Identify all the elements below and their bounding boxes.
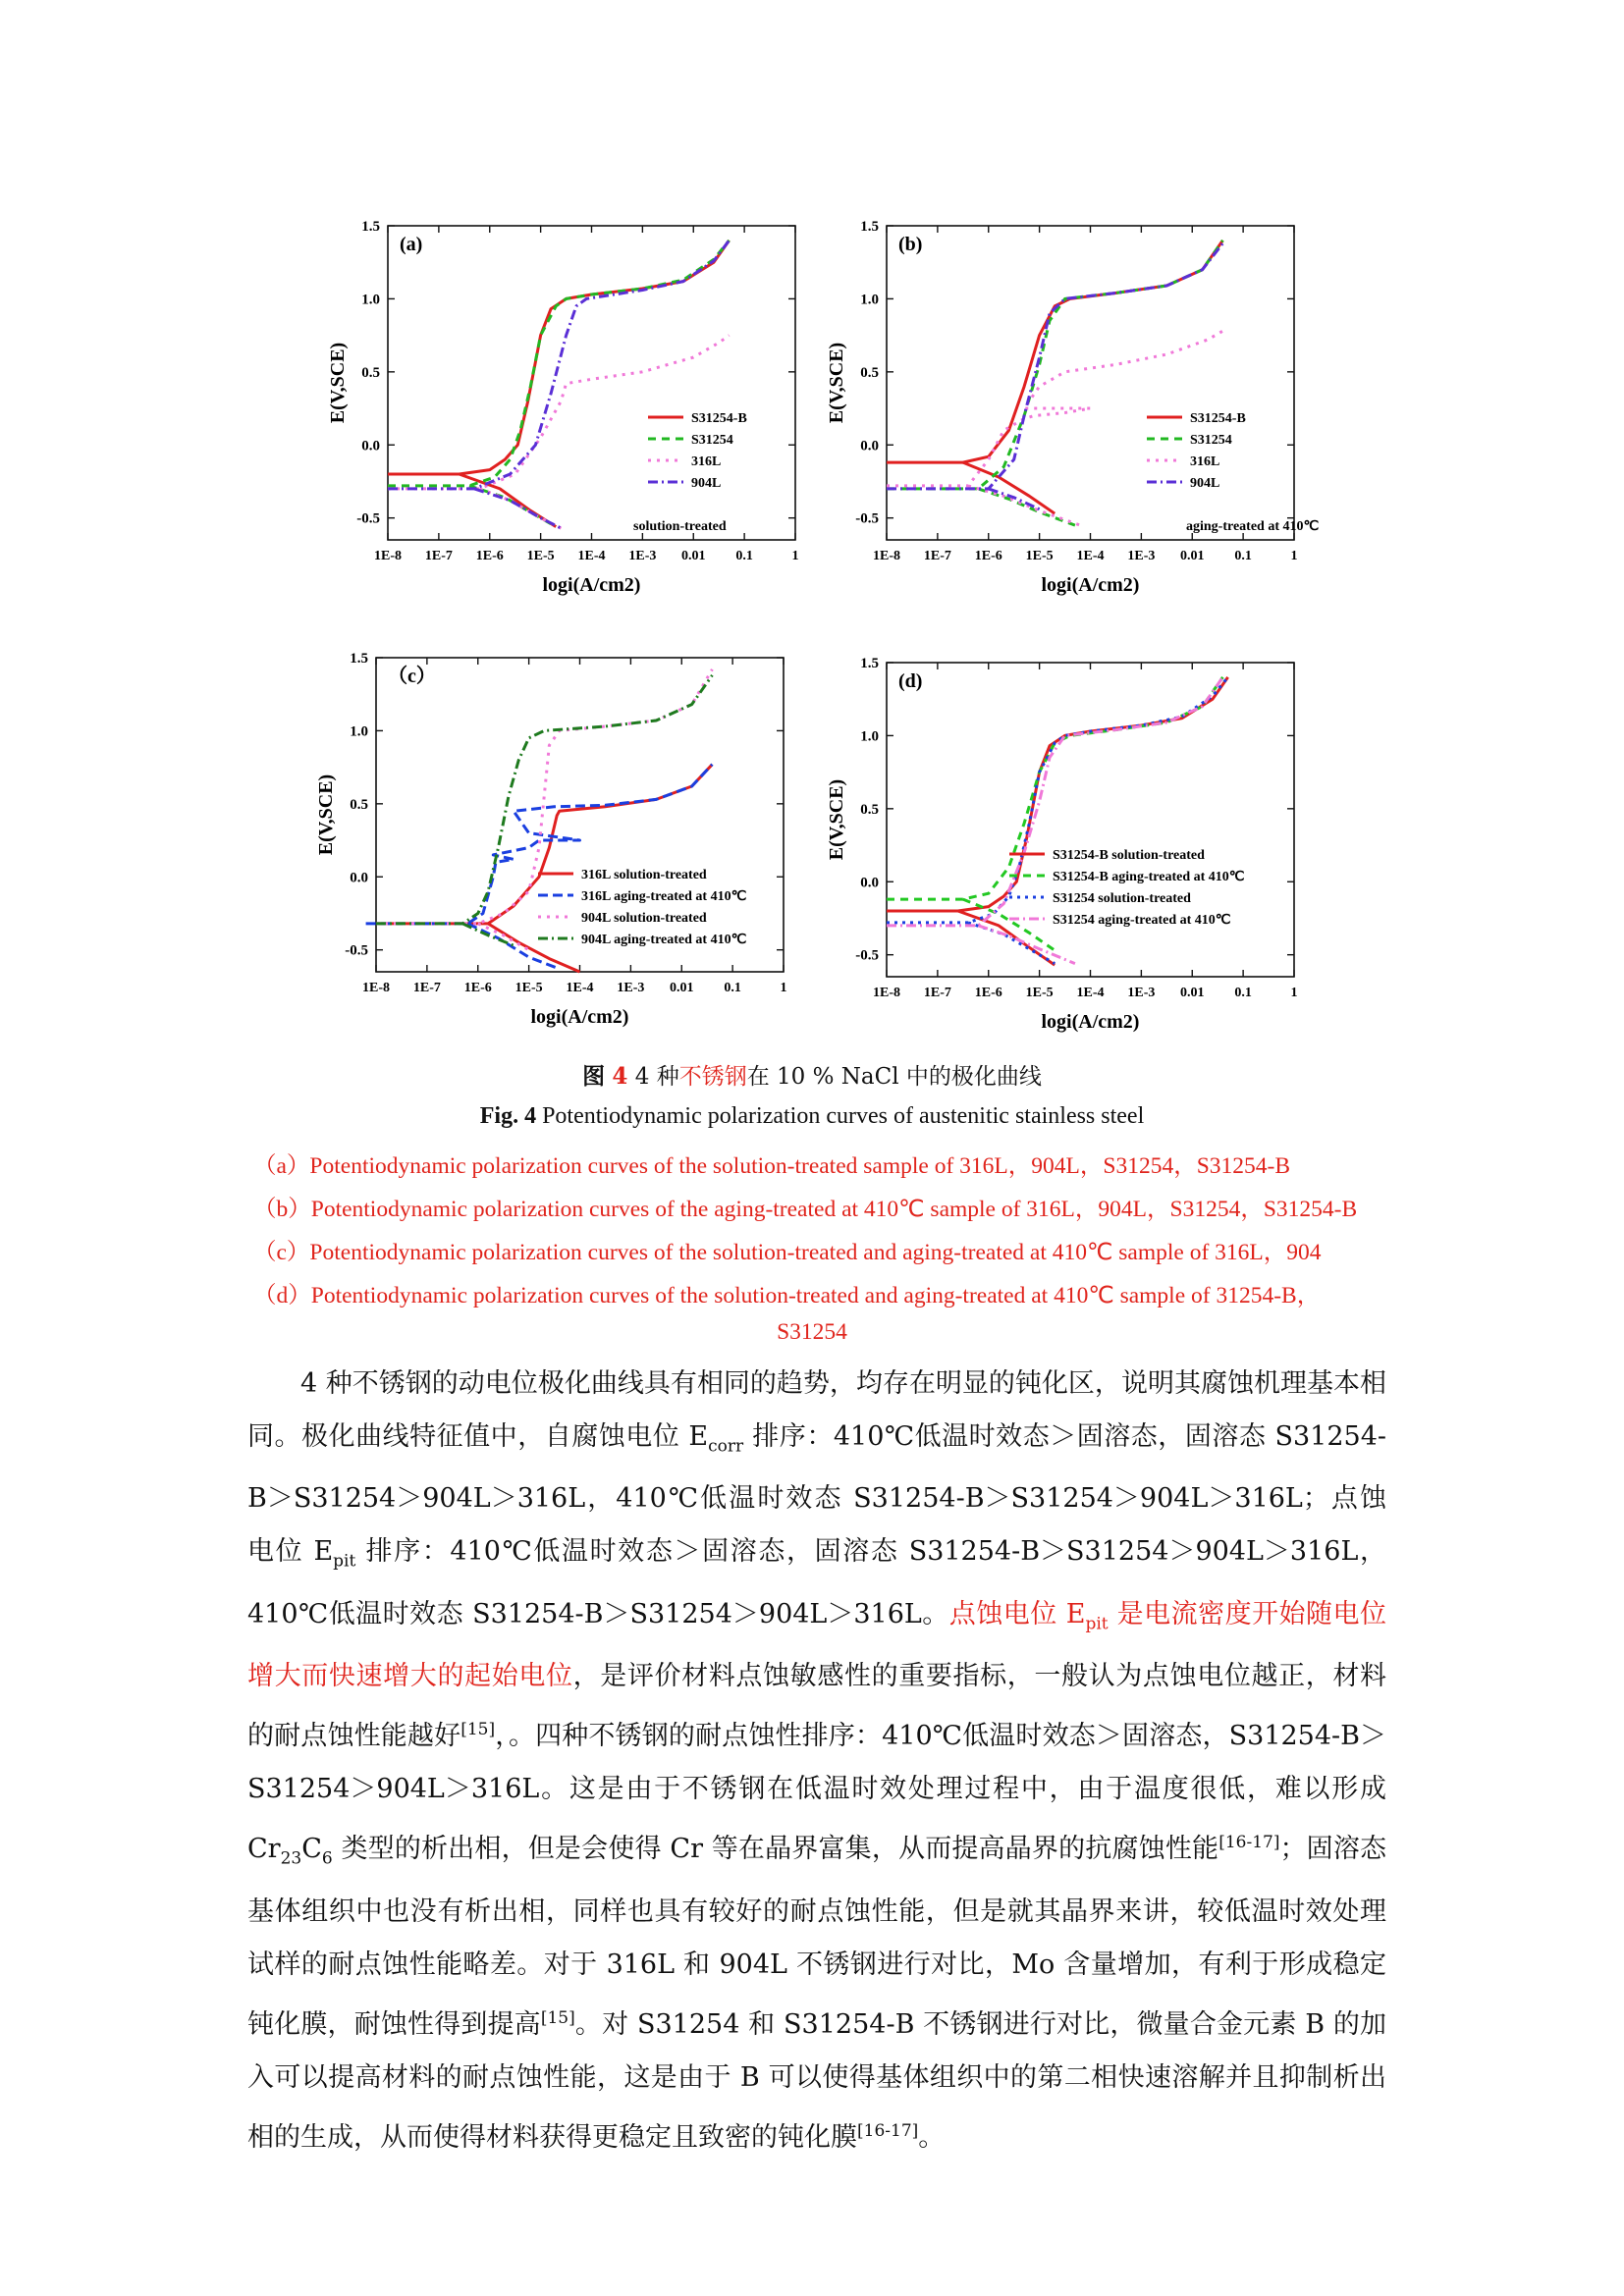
legend-label: 904L aging-treated at 410℃ [581,933,747,947]
x-tick-label: 1E-5 [1025,549,1054,563]
y-tick-label: 1.0 [350,723,368,740]
series-line-anodic [887,677,1222,926]
series-line-cathodic [488,924,579,972]
chart-c-svg [312,643,823,1045]
y-axis-label: E(V,SCE) [826,778,847,861]
x-tick-label: 1E-6 [463,981,492,995]
para-ref-3: [15] [540,2007,575,2028]
figure-caption-cn [0,1058,1624,1091]
x-tick-label: 1E-7 [923,549,951,563]
y-tick-label: -0.5 [855,510,879,527]
x-tick-label: 0.01 [670,981,694,995]
plot-area [315,651,787,1028]
legend-label: 904L [1190,476,1220,491]
plot-frame [887,663,1294,977]
x-tick-label: 1E-6 [475,549,504,563]
series-line-cathodic [474,489,561,528]
chart-b-svg [823,211,1333,614]
legend-label: S31254 [691,433,733,448]
series-line-anodic [887,240,1222,489]
legend-label: S31254 solution-treated [1053,891,1191,906]
x-tick-label: 1E-7 [424,549,453,563]
series-line-anodic [388,336,730,489]
para-seg-8: 。对 S31254 和 S31254-B 不锈钢进行对比，微量合金元素 B 的加入可以提高材料的耐点蚀性能，这是由于 B 可以使得基体组织中的第二相快速溶解并且抑制析出相的生成，从而使得材料获得更稳定且致密的钝化膜 [247,2008,1387,2153]
x-tick-label: 0.01 [681,549,706,563]
x-tick-label: 1E-5 [526,549,555,563]
y-tick-label: -0.5 [855,947,879,964]
y-tick-label: 0.0 [361,438,380,454]
y-tick-label: 1.0 [361,292,380,308]
x-tick-label: 1 [791,549,799,563]
para-seg-7: ；固溶态基体组织中也没有析出相，同样也具有较好的耐点蚀性能，但是就其晶界来讲，较低温时效处理试样的耐点蚀性能略差。对于 316L 和 904L 不锈钢进行对比，Mo 含量增加，有利于形成稳定钝化膜，耐蚀性得到提高 [247,1834,1387,2040]
x-tick-label: 1E-3 [628,549,657,563]
figure-caption-cn-after: 在 10 % NaCl 中的极化曲线 [746,1064,1042,1090]
figure-caption-en [0,1103,1624,1130]
x-tick-label: 1E-8 [873,549,900,563]
y-tick-label: 1.5 [361,219,380,235]
y-tick-label: 1.5 [860,219,879,235]
y-tick-label: 0.0 [860,875,879,891]
x-tick-label: 1E-3 [1127,549,1156,563]
plot-area [826,656,1298,1033]
y-axis-label: E(V,SCE) [826,342,847,424]
para-sub-corr: corr [708,1436,744,1457]
x-tick-label: 1 [780,981,787,995]
x-tick-label: 1E-8 [362,981,390,995]
x-tick-label: 1E-5 [514,981,543,995]
x-tick-label: 1E-3 [1127,986,1156,1000]
y-axis-label: E(V,SCE) [327,342,349,424]
subcaption-c: （c）Potentiodynamic polarization curves of the solution-treated and aging-treated at 410℃ sample of 316L，904 [253,1240,1322,1265]
legend-label: 316L aging-treated at 410℃ [581,889,747,904]
subcaption-a: （a）Potentiodynamic polarization curves of the solution-treated sample of 316L，904L，S31254，S31254-B [253,1153,1291,1179]
legend-label: 904L solution-treated [581,911,707,926]
plot-area [826,219,1319,596]
plot-frame [887,226,1294,540]
para-seg-9: 。 [918,2121,946,2153]
legend-label: S31254 aging-treated at 410℃ [1053,913,1231,928]
x-tick-label: 1 [1290,986,1298,1000]
y-tick-label: 1.5 [350,651,368,667]
subcaption-b: （b）Potentiodynamic polarization curves of the aging-treated at 410℃ sample of 316L，904L，S31254，S31254-B [253,1197,1358,1222]
chart-panel-b [823,211,1333,617]
para-red-1: 点蚀电位 E [948,1598,1086,1629]
x-tick-label: 1E-8 [374,549,402,563]
para-ref-2: [16-17] [1218,1833,1280,1853]
x-axis-label: logi(A/cm2) [530,1006,629,1028]
legend-label: S31254-B solution-treated [1053,848,1205,863]
legend-label: S31254 [1190,433,1232,448]
x-axis-label: logi(A/cm2) [1041,574,1140,596]
para-seg-6: 类型的析出相，但是会使得 Cr 等在晶界富集，从而提高晶界的抗腐蚀性能 [332,1834,1219,1865]
x-tick-label: 0.1 [724,981,741,995]
chart-panel-c [312,643,823,1049]
para-seg-4: ，是评价材料点蚀敏感性的重要指标，一般认为点蚀电位越正，材料的耐点蚀性能越好 [247,1661,1386,1752]
series-line-cathodic [478,924,529,950]
series-line-anodic [887,243,1222,489]
para-seg-3: 排序：410℃低温时效态＞固溶态，固溶态 S31254-B＞S31254＞904L＞316L，410℃低温时效态 S31254-B＞S31254＞904L＞316L。 [247,1536,1386,1629]
x-axis-label: logi(A/cm2) [1041,1011,1140,1033]
para-seg-1: 4 种不锈钢的动电位极化曲线具有相同的趋势，均存在明显的钝化区，说明其腐蚀机理基本相同。极化曲线特征值中，自腐蚀电位 E [247,1368,1386,1452]
para-ref-4: [16-17] [857,2120,919,2141]
y-axis-label: E(V,SCE) [315,774,337,856]
y-tick-label: 0.5 [860,364,879,381]
y-tick-label: 1.5 [860,656,879,671]
x-tick-label: 1E-6 [974,986,1002,1000]
legend-label: S31254-B aging-treated at 410℃ [1053,870,1245,884]
x-tick-label: 0.1 [1234,986,1252,1000]
para-seg-2: 排序：410℃低温时效态＞固溶态，固溶态 S31254-B＞S31254＞904L＞316L，410℃低温时效态 S31254-B＞S31254＞904L＞316L；点蚀电位 E [247,1421,1386,1568]
figure-caption-cn-red: 不锈钢 [678,1064,747,1090]
figure-caption-cn-prefix: 图 [582,1063,606,1090]
y-tick-label: 0.5 [350,796,368,813]
subcaption-d-cont: S31254 [777,1319,847,1345]
para-seg-5b: C [301,1834,322,1865]
series-line-anodic [388,240,730,489]
y-tick-label: 0.0 [860,438,879,454]
legend-label: 904L [691,476,722,491]
x-tick-label: 1E-7 [412,981,441,995]
y-tick-label: -0.5 [345,942,368,959]
x-tick-label: 1 [1290,549,1298,563]
panel-note: solution-treated [633,519,727,534]
legend-label: 316L [1190,454,1220,469]
x-axis-label: logi(A/cm2) [542,574,641,596]
y-tick-label: 0.5 [361,364,380,381]
figure-caption-en-prefix: Fig. 4 [479,1103,537,1129]
series-line-cathodic [467,924,559,969]
legend-label: 316L [691,454,722,469]
para-sub-23: 23 [280,1848,302,1869]
plot-area [327,219,799,596]
x-tick-label: 1E-5 [1025,986,1054,1000]
chart-panel-d [823,648,1333,1054]
legend-label: S31254-B [1190,411,1246,426]
x-tick-label: 1E-8 [873,986,900,1000]
x-tick-label: 1E-4 [577,549,606,563]
panel-label: (b) [898,234,923,255]
legend-label: S31254-B [691,411,747,426]
y-tick-label: 1.0 [860,292,879,308]
x-tick-label: 0.1 [735,549,753,563]
x-tick-label: 0.1 [1234,549,1252,563]
x-tick-label: 1E-7 [923,986,951,1000]
x-tick-label: 1E-3 [617,981,645,995]
x-tick-label: 0.01 [1180,986,1205,1000]
chart-panel-a [324,211,835,617]
para-red-sub: pit [1085,1614,1109,1634]
para-ref-1: [15] [460,1720,496,1740]
subcaption-d: （d）Potentiodynamic polarization curves of the solution-treated and aging-treated at 410℃ sample of 31254-B， [253,1283,1321,1308]
x-tick-label: 1E-6 [974,549,1002,563]
figure-caption-cn-num: 4 [612,1063,628,1090]
series-line-anodic [887,677,1228,923]
para-sub-pit: pit [333,1551,356,1572]
panel-label: （c） [388,666,436,687]
x-tick-label: 0.01 [1180,549,1205,563]
figure-caption-en-text: Potentiodynamic polarization curves of austenitic stainless steel [536,1103,1145,1129]
chart-d-svg [823,648,1333,1050]
para-red-2: 是电流密度开始随电位增大而快速增大的起始电位 [247,1598,1386,1692]
panel-label: (d) [898,670,923,692]
paragraph-text [247,1358,1386,2164]
body-paragraph [247,1358,1386,2164]
x-tick-label: 1E-4 [1076,986,1105,1000]
legend-label: 316L solution-treated [581,868,707,882]
y-tick-label: 1.0 [860,728,879,745]
y-tick-label: -0.5 [356,510,380,527]
series-line-anodic [887,677,1222,899]
series-line-anodic [388,240,730,486]
y-tick-label: 0.0 [350,870,368,886]
panel-note: aging-treated at 410℃ [1186,519,1320,534]
para-seg-5: ，。四种不锈钢的耐点蚀性排序：410℃低温时效态＞固溶态，S31254-B＞S31254＞904L＞316L。这是由于不锈钢在低温时效处理过程中，由于温度很低，难以形成 Cr [247,1721,1387,1865]
chart-a-svg [324,211,835,614]
panel-label: (a) [400,234,423,255]
figure-caption-cn-before: 4 种 [627,1064,679,1090]
y-tick-label: 0.5 [860,801,879,818]
plot-frame [388,226,795,540]
x-tick-label: 1E-4 [566,981,594,995]
para-sub-6: 6 [321,1848,333,1869]
x-tick-label: 1E-4 [1076,549,1105,563]
